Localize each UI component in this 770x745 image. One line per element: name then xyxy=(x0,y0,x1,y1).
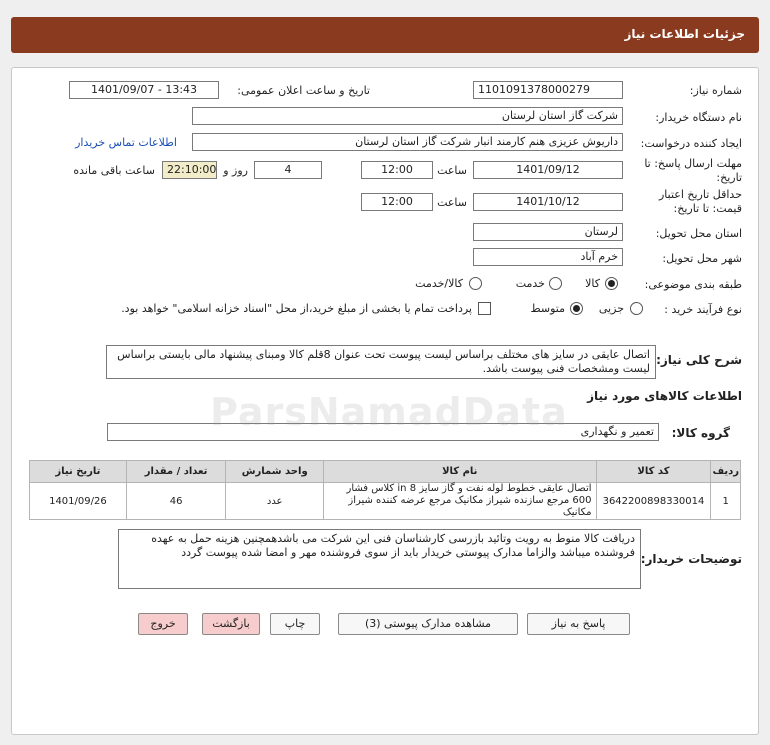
cell-unit: عدد xyxy=(226,483,324,520)
remaining-time-field: 22:10:00 xyxy=(162,161,217,179)
deadline-label-line1: مهلت ارسال پاسخ: تا xyxy=(644,157,742,170)
col-row: ردیف xyxy=(711,461,741,483)
description-box: اتصال عایقی در سایز های مختلف براساس لیست پیوست تحت عنوان 8قلم کالا ومبنای پیشنهاد مالی بایستی براساس لیست ومشخصات فنی پیوست باشد. xyxy=(106,345,656,379)
days-field: 4 xyxy=(254,161,322,179)
validity-time-field: 12:00 xyxy=(361,193,433,211)
treasury-payment-note: پرداخت تمام یا بخشی از مبلغ خرید،از محل "اسناد خزانه اسلامی" خواهد بود. xyxy=(121,302,472,315)
need-number-field: 1101091378000279 xyxy=(473,81,623,99)
validity-label-line1: حداقل تاریخ اعتبار xyxy=(658,188,742,201)
process-minor-label: جزیی xyxy=(598,302,624,315)
city-label: شهر محل تحویل: xyxy=(662,252,742,265)
view-attachments-button[interactable]: مشاهده مدارک پیوستی (3) xyxy=(338,613,518,635)
need-number-label: شماره نیاز: xyxy=(689,84,742,97)
col-unit: واحد شمارش xyxy=(226,461,324,483)
cell-code: 3642200898330014 xyxy=(596,483,711,520)
goods-section-title: اطلاعات کالاهای مورد نیاز xyxy=(587,389,742,403)
process-medium-radio[interactable] xyxy=(570,302,583,315)
days-label: روز و xyxy=(223,164,248,177)
cell-name: اتصال عایقی خطوط لوله نفت و گاز سایز 8 in کلاس فشار 600 مرجع سازنده شیراز مکانیک مرجع عرضه کننده شیراز مکانیک xyxy=(324,483,597,520)
back-button[interactable]: بازگشت xyxy=(202,613,260,635)
col-name: نام کالا xyxy=(324,461,597,483)
exit-button[interactable]: خروج xyxy=(138,613,188,635)
description-label: شرح کلی نیاز: xyxy=(656,353,742,367)
remaining-time-label: ساعت باقی مانده xyxy=(73,164,155,177)
deadline-time-field: 12:00 xyxy=(361,161,433,179)
process-medium-label: متوسط xyxy=(530,302,565,315)
category-label: طبقه بندی موضوعی: xyxy=(644,278,742,291)
buyer-contact-link[interactable]: اطلاعات تماس خریدار xyxy=(75,136,177,149)
goods-group-label: گروه کالا: xyxy=(671,426,730,440)
cell-row: 1 xyxy=(711,483,741,520)
category-service-radio[interactable] xyxy=(549,277,562,290)
col-qty: تعداد / مقدار xyxy=(126,461,226,483)
buyer-notes-box: دریافت کالا منوط به رویت وتائید بازرسی کارشناسان فنی این شرکت می باشدهمچنین هزینه حمل به عهده فروشنده میباشد والزاما مدارک پیوستی خریدار باید از سوی فروشنده مهر و امضا شده پیوست گردد xyxy=(118,529,641,589)
deadline-time-label: ساعت xyxy=(437,164,467,177)
buyer-org-label: نام دستگاه خریدار: xyxy=(655,111,742,124)
goods-group-field: تعمیر و نگهداری xyxy=(107,423,659,441)
col-date: تاریخ نیاز xyxy=(30,461,127,483)
creator-label: ایجاد کننده درخواست: xyxy=(640,137,742,150)
page-title: جزئیات اطلاعات نیاز xyxy=(624,27,745,41)
deadline-date-field: 1401/09/12 xyxy=(473,161,623,179)
col-code: کد کالا xyxy=(596,461,711,483)
province-label: استان محل تحویل: xyxy=(655,227,742,240)
category-goods-service-label: کالا/خدمت xyxy=(415,277,463,290)
reply-button[interactable]: پاسخ به نیاز xyxy=(527,613,630,635)
validity-date-field: 1401/10/12 xyxy=(473,193,623,211)
province-field: لرستان xyxy=(473,223,623,241)
category-service-label: خدمت xyxy=(515,277,545,290)
announce-label: تاریخ و ساعت اعلان عمومی: xyxy=(237,84,370,97)
deadline-label-line2: تاریخ: xyxy=(716,171,742,184)
goods-table-header xyxy=(30,461,741,483)
process-label: نوع فرآیند خرید : xyxy=(664,303,742,316)
table-row xyxy=(30,483,741,520)
page-title-bar xyxy=(11,17,759,53)
announce-field: 1401/09/07 - 13:43 xyxy=(69,81,219,99)
creator-field: داریوش عزیزی هنم کارمند انبار شرکت گاز استان لرستان xyxy=(192,133,623,151)
category-goods-label: کالا xyxy=(585,277,600,290)
goods-table xyxy=(29,460,741,520)
city-field: خرم آباد xyxy=(473,248,623,266)
category-goods-service-radio[interactable] xyxy=(469,277,482,290)
cell-date: 1401/09/26 xyxy=(30,483,127,520)
validity-label-line2: قیمت: تا تاریخ: xyxy=(673,202,742,215)
buyer-notes-label: توضیحات خریدار: xyxy=(640,552,742,566)
treasury-payment-checkbox[interactable] xyxy=(478,302,491,315)
validity-time-label: ساعت xyxy=(437,196,467,209)
cell-qty: 46 xyxy=(126,483,226,520)
print-button[interactable]: چاپ xyxy=(270,613,320,635)
buyer-org-field: شرکت گاز استان لرستان xyxy=(192,107,623,125)
category-goods-radio[interactable] xyxy=(605,277,618,290)
process-minor-radio[interactable] xyxy=(630,302,643,315)
